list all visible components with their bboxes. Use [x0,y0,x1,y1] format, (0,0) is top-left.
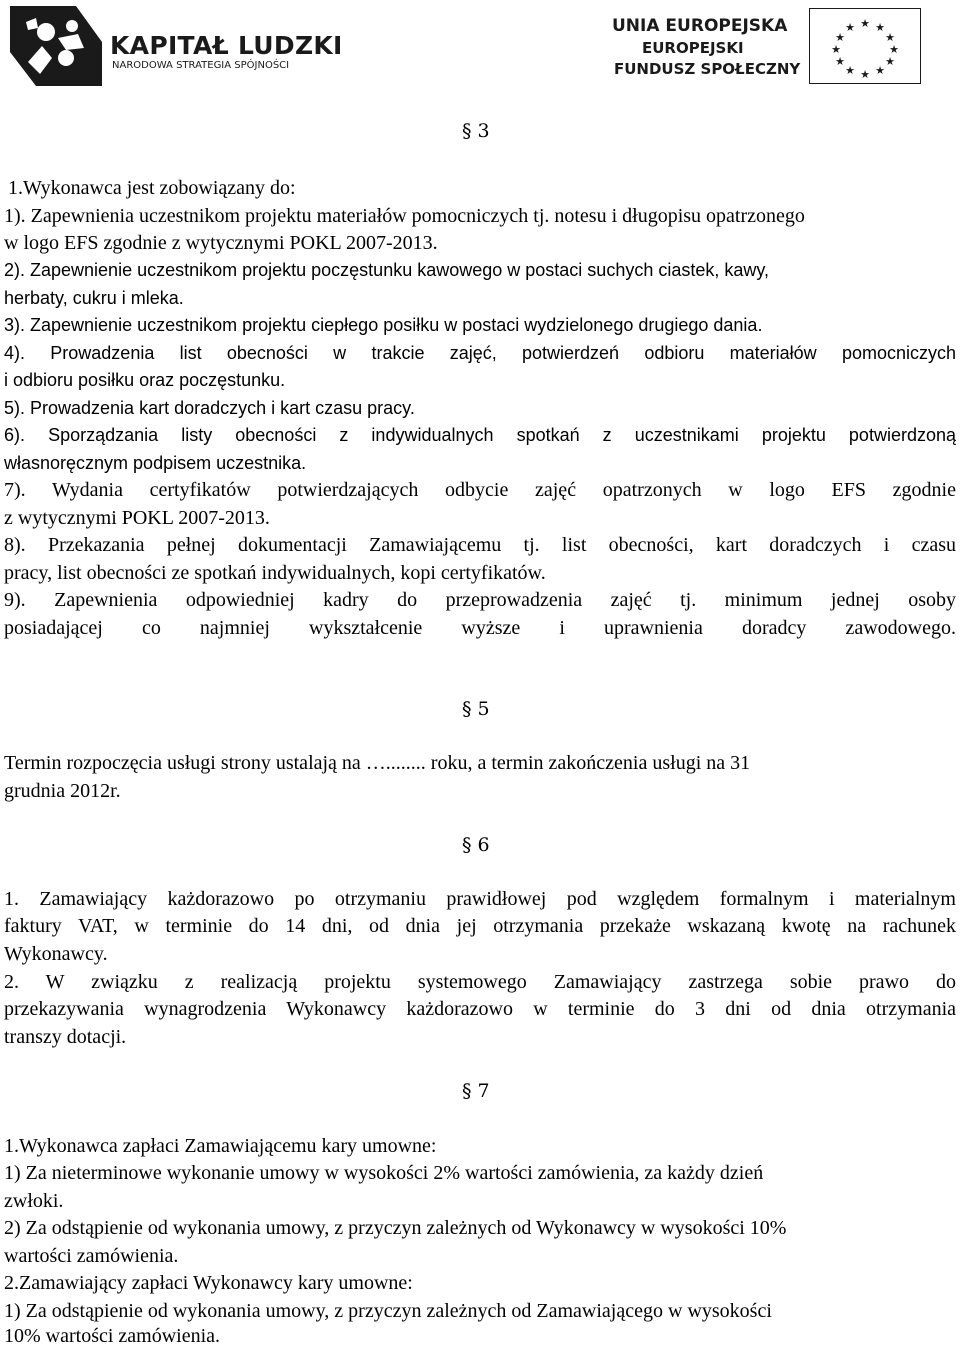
s3-line-3: w logo EFS zgodnie z wytycznymi POKL 2007-2013. [4,232,438,254]
s6-line-1: 1. Zamawiający każdorazowo po otrzymaniu prawidłowej pod względem formalnym i materialnym [4,888,956,910]
s3-line-9: 5). Prowadzenia kart doradczych i kart czasu pracy. [4,398,415,418]
s7-line-8: 10% wartości zamówienia. [4,1325,221,1347]
eu-logo-line3: FUNDUSZ SPOŁECZNY [614,60,801,78]
svg-text:★: ★ [831,43,841,56]
svg-text:★: ★ [845,21,855,34]
s7-line-5: wartości zamówienia. [4,1245,179,1267]
s3-line-1: 1.Wykonawca jest zobowiązany do: [8,177,296,199]
svg-text:★: ★ [860,68,870,81]
svg-text:★: ★ [860,17,870,30]
s6-line-5: przekazywania wynagrodzenia Wykonawcy każdorazowo w terminie do 3 dni od dnia otrzymania [4,998,956,1020]
s3-line-16: 9). Zapewnienia odpowiedniej kadry do przeprowadzenia zajęć tj. minimum jednej osoby [4,589,956,611]
s3-line-7: 4). Prowadzenia list obecności w trakcie zajęć, potwierdzeń odbioru materiałów pomocniczych [4,343,956,363]
svg-text:★: ★ [889,43,899,56]
s3-line-14: 8). Przekazania pełnej dokumentacji Zamawiającemu tj. list obecności, kart doradczych i czasu [4,534,956,556]
s5-line-2: grudnia 2012r. [4,780,121,802]
kapital-ludzki-name: KAPITAŁ LUDZKI [110,31,343,60]
s6-line-6: transzy dotacji. [4,1026,127,1048]
section-7-heading: § 7 [462,1080,490,1102]
kapital-ludzki-logo [6,2,343,92]
kapital-ludzki-emblem-icon [6,2,104,90]
s7-line-2: 1) Za nieterminowe wykonanie umowy w wysokości 2% wartości zamówienia, za każdy dzień [4,1162,764,1184]
eu-flag-icon [809,8,921,84]
s6-line-2: faktury VAT, w terminie do 14 dni, od dnia jej otrzymania przekaże wskazaną kwotę na rachunek [4,915,956,937]
svg-text:★: ★ [885,31,895,44]
s7-line-7: 1) Za odstąpienie od wykonania umowy, z przyczyn zależnych od Zamawiającego w wysokości [4,1300,772,1322]
s7-line-1: 1.Wykonawca zapłaci Zamawiającemu kary umowne: [4,1135,437,1157]
s3-line-5: herbaty, cukru i mleka. [4,288,184,308]
s6-line-4: 2. W związku z realizacją projektu systemowego Zamawiający zastrzega sobie prawo do [4,971,956,993]
s3-line-15: pracy, list obecności ze spotkań indywidualnych, kopi certyfikatów. [4,562,546,584]
s3-line-11: własnoręcznym podpisem uczestnika. [4,453,307,473]
svg-text:★: ★ [875,64,885,77]
s6-line-3: Wykonawcy. [4,943,108,965]
s3-line-8: i odbioru posiłku oraz poczęstunku. [4,370,286,390]
svg-text:★: ★ [845,64,855,77]
section-5-heading: § 5 [462,698,490,720]
section-6-heading: § 6 [462,834,490,856]
s3-line-2: 1). Zapewnienia uczestnikom projektu materiałów pomocniczych tj. notesu i długopisu opatrzonego [4,205,805,227]
svg-text:★: ★ [835,31,845,44]
svg-text:★: ★ [835,55,845,68]
eu-logo-line2: EUROPEJSKI [642,39,744,57]
eu-logo-line1: UNIA EUROPEJSKA [612,16,788,36]
section-3-heading: § 3 [462,120,490,142]
s3-line-17: posiadającej co najmniej wykształcenie wyższe i uprawnienia doradcy zawodowego. [4,617,956,639]
s3-line-10: 6). Sporządzania listy obecności z indywidualnych spotkań z uczestnikami projektu potwierdzoną [4,425,956,445]
s3-line-12: 7). Wydania certyfikatów potwierdzających odbycie zajęć opatrzonych w logo EFS zgodnie [4,479,956,501]
eu-logo [612,8,922,88]
s3-line-6: 3). Zapewnienie uczestnikom projektu ciepłego posiłku w postaci wydzielonego drugiego dania. [4,315,763,335]
kapital-ludzki-subtitle: NARODOWA STRATEGIA SPÓJNOŚCI [112,60,290,71]
s7-line-4: 2) Za odstąpienie od wykonania umowy, z przyczyn zależnych od Wykonawcy w wysokości 10% [4,1217,787,1239]
svg-text:★: ★ [875,21,885,34]
svg-text:★: ★ [885,55,895,68]
s5-line-1: Termin rozpoczęcia usługi strony ustalają na …........ roku, a termin zakończenia usługi na 31 [4,752,751,774]
s7-line-3: zwłoki. [4,1190,64,1212]
s3-line-4: 2). Zapewnienie uczestnikom projektu poczęstunku kawowego w postaci suchych ciastek, kawy, [4,260,770,280]
s7-line-6: 2.Zamawiający zapłaci Wykonawcy kary umowne: [4,1272,413,1294]
s3-line-13: z wytycznymi POKL 2007-2013. [4,507,270,529]
